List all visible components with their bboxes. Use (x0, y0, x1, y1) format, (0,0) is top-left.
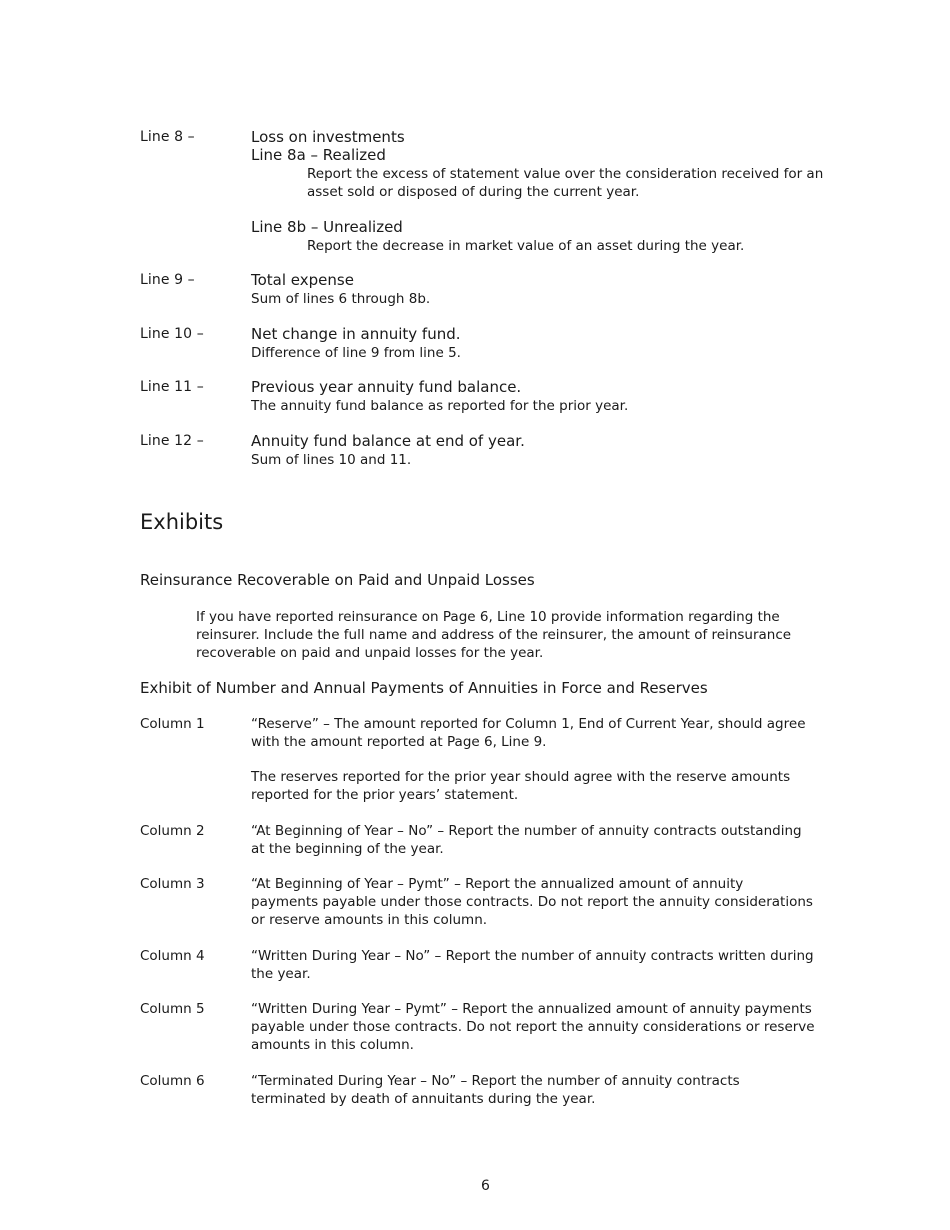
annuities-heading: Exhibit of Number and Annual Payments of Annuities in Force and Reserves (140, 679, 708, 697)
column-5-label: Column 5 (140, 1001, 205, 1017)
line-12-desc: Sum of lines 10 and 11. (251, 452, 412, 468)
line-11-desc: The annuity fund balance as reported for the prior year. (251, 398, 629, 414)
line-10-desc: Difference of line 9 from line 5. (251, 345, 461, 361)
line-9-label: Line 9 – (140, 272, 195, 288)
line-10-label: Line 10 – (140, 326, 204, 342)
line-9-title: Total expense (251, 271, 354, 289)
reinsurance-text-3: recoverable on paid and unpaid losses for the year. (196, 645, 544, 661)
column-3-text-2: payments payable under those contracts. Do not report the annuity considerations (251, 894, 813, 910)
column-4-label: Column 4 (140, 948, 205, 964)
column-5-text-2: payable under those contracts. Do not report the annuity considerations or reserve (251, 1019, 815, 1035)
reinsurance-text-2: reinsurer. Include the full name and address of the reinsurer, the amount of reinsurance (196, 627, 792, 643)
column-1-text-1: “Reserve” – The amount reported for Column 1, End of Current Year, should agree (251, 716, 806, 732)
column-3-text-1: “At Beginning of Year – Pymt” – Report the annualized amount of annuity (251, 876, 744, 892)
column-2-text-1: “At Beginning of Year – No” – Report the number of annuity contracts outstanding (251, 823, 802, 839)
line-9-desc: Sum of lines 6 through 8b. (251, 291, 431, 307)
page-number: 6 (481, 1178, 490, 1194)
column-3-label: Column 3 (140, 876, 205, 892)
column-3-text-3: or reserve amounts in this column. (251, 912, 488, 928)
reinsurance-text-1: If you have reported reinsurance on Page 6, Line 10 provide information regarding the (196, 609, 780, 625)
column-4-text-1: “Written During Year – No” – Report the number of annuity contracts written during (251, 948, 814, 964)
line-12-label: Line 12 – (140, 433, 204, 449)
exhibits-heading: Exhibits (140, 510, 224, 534)
line-8a-desc-1: Report the excess of statement value over the consideration received for an (307, 166, 824, 182)
line-8b-title: Line 8b – Unrealized (251, 218, 403, 236)
column-2-text-2: at the beginning of the year. (251, 841, 444, 857)
column-6-label: Column 6 (140, 1073, 205, 1089)
column-4-text-2: the year. (251, 966, 311, 982)
line-8-label: Line 8 – (140, 129, 195, 145)
reinsurance-heading: Reinsurance Recoverable on Paid and Unpaid Losses (140, 571, 535, 589)
column-5-text-3: amounts in this column. (251, 1037, 414, 1053)
column-1-text-2: with the amount reported at Page 6, Line 9. (251, 734, 547, 750)
column-6-text-1: “Terminated During Year – No” – Report the number of annuity contracts (251, 1073, 740, 1089)
line-11-label: Line 11 – (140, 379, 204, 395)
line-8a-desc-2: asset sold or disposed of during the current year. (307, 184, 640, 200)
line-10-title: Net change in annuity fund. (251, 325, 461, 343)
line-11-title: Previous year annuity fund balance. (251, 378, 522, 396)
column-6-text-2: terminated by death of annuitants during the year. (251, 1091, 596, 1107)
column-1-text-3: The reserves reported for the prior year should agree with the reserve amounts (251, 769, 791, 785)
column-5-text-1: “Written During Year – Pymt” – Report the annualized amount of annuity payments (251, 1001, 812, 1017)
line-8-title: Loss on investments (251, 128, 405, 146)
line-12-title: Annuity fund balance at end of year. (251, 432, 525, 450)
column-1-text-4: reported for the prior years’ statement. (251, 787, 519, 803)
line-8b-desc: Report the decrease in market value of an asset during the year. (307, 238, 745, 254)
column-1-label: Column 1 (140, 716, 205, 732)
column-2-label: Column 2 (140, 823, 205, 839)
line-8a-title: Line 8a – Realized (251, 146, 386, 164)
